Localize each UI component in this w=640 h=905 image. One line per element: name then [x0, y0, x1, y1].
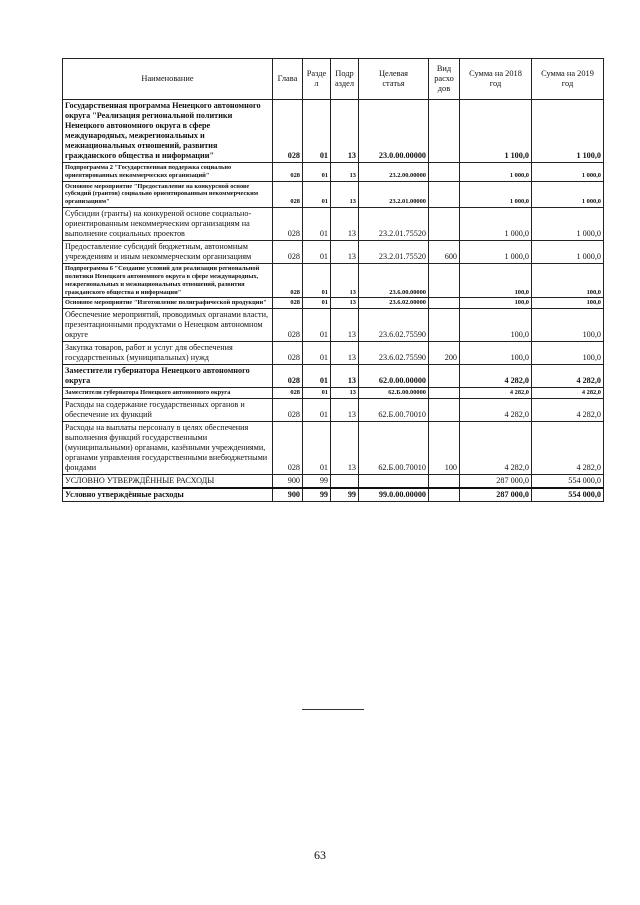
cell-razdel: 01: [303, 365, 331, 388]
cell-razdel: 01: [303, 208, 331, 241]
cell-sum2018: 287 000,0: [460, 488, 532, 502]
cell-glava: 028: [273, 208, 303, 241]
cell-vid: [429, 298, 460, 309]
cell-sum2019: 100,0: [532, 298, 604, 309]
budget-table: [62, 58, 604, 502]
table-row: [63, 488, 604, 502]
table-row: [63, 298, 604, 309]
table-row: [63, 264, 604, 298]
cell-vid: 600: [429, 241, 460, 264]
cell-razdel: 01: [303, 421, 331, 474]
cell-podrazdel: 13: [331, 309, 359, 342]
cell-podrazdel: 99: [331, 488, 359, 502]
cell-sum2018: 4 282,0: [460, 421, 532, 474]
table-row: [63, 100, 604, 163]
cell-name: УСЛОВНО УТВЕРЖДЁННЫЕ РАСХОДЫ: [63, 474, 273, 488]
cell-target: 62.0.00.00000: [359, 365, 429, 388]
cell-razdel: 01: [303, 298, 331, 309]
cell-vid: [429, 488, 460, 502]
cell-vid: [429, 398, 460, 421]
cell-podrazdel: 13: [331, 100, 359, 163]
table-row: [63, 241, 604, 264]
cell-name: Подпрограмма 6 "Создание условий для реализации региональной политики Ненецкого автономного округа в сфере международных, межрегиональных и межнациональных отношений, развития гражданского общества и информации": [63, 264, 273, 298]
cell-vid: 100: [429, 421, 460, 474]
cell-razdel: 01: [303, 163, 331, 182]
cell-razdel: 01: [303, 398, 331, 421]
cell-razdel: 01: [303, 388, 331, 399]
table-row: [63, 309, 604, 342]
cell-razdel: 01: [303, 309, 331, 342]
cell-glava: 028: [273, 365, 303, 388]
cell-podrazdel: 13: [331, 208, 359, 241]
table-row: [63, 342, 604, 365]
header-row: [63, 59, 604, 100]
cell-target: 23.2.01.75520: [359, 241, 429, 264]
table-row: [63, 365, 604, 388]
cell-target: 23.6.00.00000: [359, 264, 429, 298]
cell-glava: 028: [273, 388, 303, 399]
cell-glava: 028: [273, 421, 303, 474]
header-target: Целевая статья: [359, 59, 429, 100]
cell-sum2018: 1 000,0: [460, 163, 532, 182]
table-row: [63, 163, 604, 182]
cell-podrazdel: 13: [331, 398, 359, 421]
cell-name: Заместители губернатора Ненецкого автономного округа: [63, 388, 273, 399]
header-name: Наименование: [63, 59, 273, 100]
page-number: 63: [314, 848, 326, 862]
cell-target: 23.2.01.00000: [359, 181, 429, 207]
cell-vid: [429, 208, 460, 241]
table-row: [63, 181, 604, 207]
cell-vid: 200: [429, 342, 460, 365]
cell-podrazdel: 13: [331, 388, 359, 399]
cell-sum2018: 4 282,0: [460, 398, 532, 421]
cell-sum2018: 287 000,0: [460, 474, 532, 488]
cell-podrazdel: 13: [331, 421, 359, 474]
cell-target: 23.0.00.00000: [359, 100, 429, 163]
cell-podrazdel: 13: [331, 365, 359, 388]
cell-razdel: 01: [303, 100, 331, 163]
cell-sum2019: 1 000,0: [532, 208, 604, 241]
cell-glava: 028: [273, 264, 303, 298]
cell-name: Государственная программа Ненецкого автономного округа "Реализация региональной политики Ненецкого автономного округа в сфере международных, межрегиональных и межнациональных отношений, развития гражданского общества и информации": [63, 100, 273, 163]
cell-razdel: 99: [303, 488, 331, 502]
cell-name: Подпрограмма 2 "Государственная поддержка социально ориентированных некоммерческих организаций": [63, 163, 273, 182]
header-vid: Вид расхо дов: [429, 59, 460, 100]
cell-name: Предоставление субсидий бюджетным, автономным учреждениям и иным некоммерческим организациям: [63, 241, 273, 264]
table-row: [63, 398, 604, 421]
cell-name: Основное мероприятие "Предоставление на конкурсной основе субсидий (грантов) социально ориентированным некоммерческим организациям": [63, 181, 273, 207]
cell-vid: [429, 309, 460, 342]
cell-sum2019: 554 000,0: [532, 474, 604, 488]
cell-target: 99.0.00.00000: [359, 488, 429, 502]
cell-glava: 028: [273, 342, 303, 365]
cell-glava: 028: [273, 241, 303, 264]
cell-target: 23.2.00.00000: [359, 163, 429, 182]
header-sum-2019: Сумма на 2019 год: [532, 59, 604, 100]
cell-name: Расходы на выплаты персоналу в целях обеспечения выполнения функций государственными (муниципальными) органами, казёнными учреждениями, органами управления государственными внебюджетными фондами: [63, 421, 273, 474]
cell-name: Заместители губернатора Ненецкого автономного округа: [63, 365, 273, 388]
cell-name: Закупка товаров, работ и услуг для обеспечения государственных (муниципальных) нужд: [63, 342, 273, 365]
header-podrazdel: Подр аздел: [331, 59, 359, 100]
cell-sum2018: 1 000,0: [460, 181, 532, 207]
cell-sum2019: 1 000,0: [532, 241, 604, 264]
cell-vid: [429, 365, 460, 388]
table-row: [63, 421, 604, 474]
cell-podrazdel: 13: [331, 298, 359, 309]
cell-sum2018: 4 282,0: [460, 365, 532, 388]
header-glava: Глава: [273, 59, 303, 100]
cell-name: Субсидии (гранты) на конкуреной основе социально-ориентированным некоммерческим организациям на выполнение социальных проектов: [63, 208, 273, 241]
cell-razdel: 01: [303, 342, 331, 365]
cell-name: Основное мероприятие "Изготовление полиграфической продукции": [63, 298, 273, 309]
cell-podrazdel: 13: [331, 163, 359, 182]
cell-razdel: 99: [303, 474, 331, 488]
cell-vid: [429, 264, 460, 298]
cell-razdel: 01: [303, 181, 331, 207]
cell-glava: 028: [273, 309, 303, 342]
cell-razdel: 01: [303, 264, 331, 298]
cell-name: Обеспечение мероприятий, проводимых органами власти, презентационными продуктами о Ненецком автономном округе: [63, 309, 273, 342]
cell-name: Условно утверждённые расходы: [63, 488, 273, 502]
cell-sum2018: 4 282,0: [460, 388, 532, 399]
table-row: [63, 208, 604, 241]
cell-glava: 028: [273, 398, 303, 421]
cell-podrazdel: 13: [331, 342, 359, 365]
cell-sum2018: 1 100,0: [460, 100, 532, 163]
cell-target: 23.2.01.75520: [359, 208, 429, 241]
cell-glava: 028: [273, 298, 303, 309]
cell-name: Расходы на содержание государственных органов и обеспечение их функций: [63, 398, 273, 421]
cell-target: 23.6.02.75590: [359, 342, 429, 365]
cell-podrazdel: 13: [331, 241, 359, 264]
cell-sum2019: 100,0: [532, 264, 604, 298]
cell-glava: 900: [273, 474, 303, 488]
header-sum-2018: Сумма на 2018 год: [460, 59, 532, 100]
cell-sum2018: 100,0: [460, 342, 532, 365]
cell-glava: 900: [273, 488, 303, 502]
cell-podrazdel: 13: [331, 264, 359, 298]
cell-sum2019: 1 100,0: [532, 100, 604, 163]
cell-glava: 028: [273, 181, 303, 207]
divider-line: [302, 709, 364, 710]
header-razdel: Разде л: [303, 59, 331, 100]
cell-vid: [429, 163, 460, 182]
cell-vid: [429, 100, 460, 163]
cell-sum2018: 1 000,0: [460, 241, 532, 264]
cell-sum2018: 100,0: [460, 309, 532, 342]
table-row: [63, 388, 604, 399]
cell-target: 62.Б.00.70010: [359, 421, 429, 474]
cell-sum2019: 4 282,0: [532, 421, 604, 474]
cell-sum2019: 1 000,0: [532, 163, 604, 182]
cell-razdel: 01: [303, 241, 331, 264]
cell-vid: [429, 474, 460, 488]
cell-target: 23.6.02.75590: [359, 309, 429, 342]
cell-vid: [429, 388, 460, 399]
cell-sum2018: 100,0: [460, 298, 532, 309]
cell-sum2019: 100,0: [532, 309, 604, 342]
cell-sum2019: 4 282,0: [532, 365, 604, 388]
cell-sum2019: 100,0: [532, 342, 604, 365]
cell-sum2019: 4 282,0: [532, 388, 604, 399]
cell-target: [359, 474, 429, 488]
cell-sum2019: 1 000,0: [532, 181, 604, 207]
cell-target: 62.Б.00.00000: [359, 388, 429, 399]
cell-sum2018: 1 000,0: [460, 208, 532, 241]
cell-target: 23.6.02.00000: [359, 298, 429, 309]
table-body: [63, 100, 604, 502]
cell-glava: 028: [273, 100, 303, 163]
cell-target: 62.Б.00.70010: [359, 398, 429, 421]
cell-podrazdel: 13: [331, 181, 359, 207]
cell-glava: 028: [273, 163, 303, 182]
cell-sum2019: 554 000,0: [532, 488, 604, 502]
cell-sum2018: 100,0: [460, 264, 532, 298]
table-row: [63, 474, 604, 488]
cell-sum2019: 4 282,0: [532, 398, 604, 421]
cell-vid: [429, 181, 460, 207]
cell-podrazdel: [331, 474, 359, 488]
